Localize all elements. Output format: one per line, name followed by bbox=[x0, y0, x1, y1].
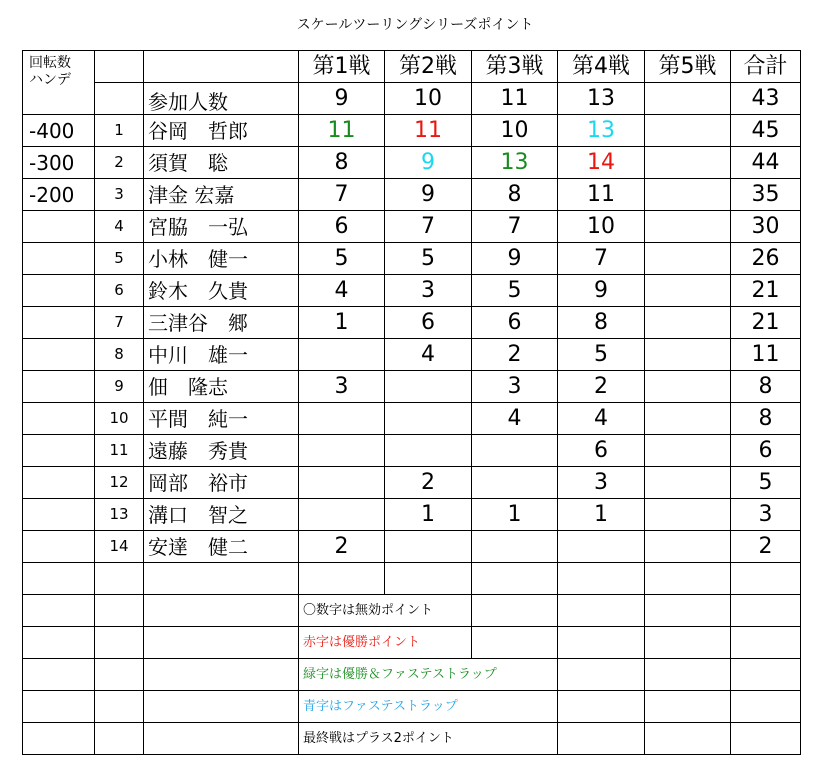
participants-count-5 bbox=[645, 83, 731, 115]
driver-name: 鈴木 久貴 bbox=[144, 275, 299, 307]
score-race-3: 3 bbox=[472, 371, 558, 403]
score-race-2: 5 bbox=[385, 243, 472, 275]
empty-cell bbox=[472, 627, 558, 659]
handicap-cell bbox=[23, 275, 95, 307]
total-cell: 2 bbox=[731, 531, 801, 563]
rank-cell: 4 bbox=[95, 211, 144, 243]
table-row bbox=[23, 467, 801, 499]
score-race-3: 4 bbox=[472, 403, 558, 435]
score-race-4: 5 bbox=[558, 339, 645, 371]
series-points-table bbox=[22, 50, 801, 755]
participants-count-4: 13 bbox=[558, 83, 645, 115]
participants-count-2: 10 bbox=[385, 83, 472, 115]
driver-name: 谷岡 哲郎 bbox=[144, 115, 299, 147]
empty-cell bbox=[558, 627, 645, 659]
handicap-cell bbox=[23, 499, 95, 531]
handicap-cell bbox=[23, 339, 95, 371]
total-cell: 11 bbox=[731, 339, 801, 371]
score-race-1: 5 bbox=[299, 243, 385, 275]
score-race-1 bbox=[299, 339, 385, 371]
legend-note: 緑字は優勝＆ファステストラップ bbox=[299, 659, 558, 691]
driver-name: 小林 健一 bbox=[144, 243, 299, 275]
legend-row bbox=[23, 627, 801, 659]
score-race-1 bbox=[299, 403, 385, 435]
handicap-cell bbox=[23, 595, 95, 627]
score-race-3: 9 bbox=[472, 243, 558, 275]
total-cell: 21 bbox=[731, 307, 801, 339]
score-race-5 bbox=[645, 243, 731, 275]
score-race-4 bbox=[558, 531, 645, 563]
score-race-1: 6 bbox=[299, 211, 385, 243]
driver-name: 佃 隆志 bbox=[144, 371, 299, 403]
rank-cell bbox=[95, 563, 144, 595]
total-header: 合計 bbox=[731, 51, 801, 83]
score-race-2: 9 bbox=[385, 147, 472, 179]
total-cell: 6 bbox=[731, 435, 801, 467]
legend-note: 青字はファステストラップ bbox=[299, 691, 558, 723]
rank-header bbox=[95, 51, 144, 83]
score-race-3: 6 bbox=[472, 307, 558, 339]
rank-cell: 6 bbox=[95, 275, 144, 307]
empty-cell bbox=[645, 627, 731, 659]
rank-cell bbox=[95, 83, 144, 115]
table-row bbox=[23, 211, 801, 243]
handicap-cell bbox=[23, 307, 95, 339]
score-race-2: 1 bbox=[385, 499, 472, 531]
legend-row bbox=[23, 691, 801, 723]
name-cell bbox=[144, 691, 299, 723]
rank-cell: 1 bbox=[95, 115, 144, 147]
score-race-1 bbox=[299, 563, 385, 595]
score-race-5 bbox=[645, 531, 731, 563]
table-row bbox=[23, 147, 801, 179]
score-race-1: 4 bbox=[299, 275, 385, 307]
score-race-3: 1 bbox=[472, 499, 558, 531]
empty-cell bbox=[558, 659, 645, 691]
score-race-4: 2 bbox=[558, 371, 645, 403]
legend-note: 最終戦はプラス2ポイント bbox=[299, 723, 558, 755]
handicap-cell bbox=[23, 435, 95, 467]
handicap-cell bbox=[23, 627, 95, 659]
score-race-2: 6 bbox=[385, 307, 472, 339]
score-race-1: 7 bbox=[299, 179, 385, 211]
driver-name: 安達 健二 bbox=[144, 531, 299, 563]
race-header-3: 第3戦 bbox=[472, 51, 558, 83]
table-row bbox=[23, 307, 801, 339]
score-race-1: 1 bbox=[299, 307, 385, 339]
handicap-cell: -400 bbox=[23, 115, 95, 147]
score-race-4: 1 bbox=[558, 499, 645, 531]
handicap-cell: -300 bbox=[23, 147, 95, 179]
handicap-label-line2: ハンデ bbox=[29, 71, 71, 88]
handicap-cell bbox=[23, 371, 95, 403]
score-race-4: 14 bbox=[558, 147, 645, 179]
score-race-5 bbox=[645, 435, 731, 467]
total-cell bbox=[731, 723, 801, 755]
spacer-row bbox=[23, 563, 801, 595]
score-race-5 bbox=[645, 467, 731, 499]
score-race-3: 2 bbox=[472, 339, 558, 371]
handicap-cell bbox=[23, 691, 95, 723]
legend-note: 〇数字は無効ポイント bbox=[299, 595, 472, 627]
legend-note: 赤字は優勝ポイント bbox=[299, 627, 472, 659]
total-cell bbox=[731, 563, 801, 595]
handicap-cell bbox=[23, 659, 95, 691]
score-race-4: 3 bbox=[558, 467, 645, 499]
handicap-header bbox=[23, 51, 95, 115]
score-race-1 bbox=[299, 435, 385, 467]
score-race-1: 2 bbox=[299, 531, 385, 563]
score-race-3: 8 bbox=[472, 179, 558, 211]
score-race-2 bbox=[385, 563, 472, 595]
score-race-2 bbox=[385, 531, 472, 563]
table-row bbox=[23, 371, 801, 403]
handicap-cell bbox=[23, 211, 95, 243]
driver-name: 平間 純一 bbox=[144, 403, 299, 435]
total-cell bbox=[731, 691, 801, 723]
empty-cell bbox=[645, 595, 731, 627]
driver-name: 中川 雄一 bbox=[144, 339, 299, 371]
total-cell: 35 bbox=[731, 179, 801, 211]
score-race-5 bbox=[645, 403, 731, 435]
rank-cell bbox=[95, 723, 144, 755]
score-race-1: 11 bbox=[299, 115, 385, 147]
score-race-2 bbox=[385, 371, 472, 403]
driver-name: 三津谷 郷 bbox=[144, 307, 299, 339]
score-race-1: 3 bbox=[299, 371, 385, 403]
score-race-4: 10 bbox=[558, 211, 645, 243]
table-row bbox=[23, 403, 801, 435]
total-cell: 8 bbox=[731, 371, 801, 403]
score-race-4: 4 bbox=[558, 403, 645, 435]
legend-row bbox=[23, 659, 801, 691]
rank-cell: 14 bbox=[95, 531, 144, 563]
table-row bbox=[23, 435, 801, 467]
score-race-1 bbox=[299, 467, 385, 499]
participants-count-1: 9 bbox=[299, 83, 385, 115]
handicap-cell bbox=[23, 467, 95, 499]
score-race-2: 2 bbox=[385, 467, 472, 499]
total-cell: 44 bbox=[731, 147, 801, 179]
table-row bbox=[23, 243, 801, 275]
rank-cell: 3 bbox=[95, 179, 144, 211]
rank-cell bbox=[95, 691, 144, 723]
table-row bbox=[23, 339, 801, 371]
score-race-5 bbox=[645, 371, 731, 403]
score-race-4: 7 bbox=[558, 243, 645, 275]
table-row bbox=[23, 115, 801, 147]
score-race-5 bbox=[645, 147, 731, 179]
name-cell bbox=[144, 723, 299, 755]
score-race-5 bbox=[645, 499, 731, 531]
score-race-3 bbox=[472, 563, 558, 595]
handicap-cell bbox=[23, 531, 95, 563]
handicap-cell bbox=[23, 723, 95, 755]
participants-row bbox=[23, 83, 801, 115]
total-cell bbox=[731, 627, 801, 659]
race-header-2: 第2戦 bbox=[385, 51, 472, 83]
rank-cell bbox=[95, 659, 144, 691]
total-cell: 21 bbox=[731, 275, 801, 307]
driver-name: 遠藤 秀貴 bbox=[144, 435, 299, 467]
empty-cell bbox=[558, 595, 645, 627]
handicap-cell: -200 bbox=[23, 179, 95, 211]
race-header-4: 第4戦 bbox=[558, 51, 645, 83]
rank-cell: 12 bbox=[95, 467, 144, 499]
name-cell bbox=[144, 627, 299, 659]
score-race-3 bbox=[472, 531, 558, 563]
score-race-3: 10 bbox=[472, 115, 558, 147]
driver-name: 岡部 裕市 bbox=[144, 467, 299, 499]
driver-name: 溝口 智之 bbox=[144, 499, 299, 531]
score-race-4: 6 bbox=[558, 435, 645, 467]
score-race-1: 8 bbox=[299, 147, 385, 179]
name-cell bbox=[144, 563, 299, 595]
rank-cell: 2 bbox=[95, 147, 144, 179]
score-race-2: 4 bbox=[385, 339, 472, 371]
name-cell bbox=[144, 659, 299, 691]
rank-cell: 7 bbox=[95, 307, 144, 339]
empty-cell bbox=[472, 595, 558, 627]
total-cell: 8 bbox=[731, 403, 801, 435]
score-race-3: 13 bbox=[472, 147, 558, 179]
score-race-2: 9 bbox=[385, 179, 472, 211]
name-cell bbox=[144, 595, 299, 627]
score-race-3: 7 bbox=[472, 211, 558, 243]
score-race-1 bbox=[299, 499, 385, 531]
name-header bbox=[144, 51, 299, 83]
handicap-label-line1: 回転数 bbox=[29, 55, 71, 71]
score-race-5 bbox=[645, 563, 731, 595]
score-race-4: 8 bbox=[558, 307, 645, 339]
score-race-4: 13 bbox=[558, 115, 645, 147]
empty-cell bbox=[558, 691, 645, 723]
score-race-3 bbox=[472, 435, 558, 467]
rank-cell bbox=[95, 595, 144, 627]
handicap-cell bbox=[23, 243, 95, 275]
total-cell: 30 bbox=[731, 211, 801, 243]
score-race-5 bbox=[645, 339, 731, 371]
total-cell bbox=[731, 659, 801, 691]
legend-row bbox=[23, 723, 801, 755]
rank-cell: 10 bbox=[95, 403, 144, 435]
total-cell: 3 bbox=[731, 499, 801, 531]
score-race-4: 9 bbox=[558, 275, 645, 307]
rank-cell: 9 bbox=[95, 371, 144, 403]
table-row bbox=[23, 179, 801, 211]
score-race-2: 3 bbox=[385, 275, 472, 307]
score-race-5 bbox=[645, 211, 731, 243]
page-title: スケールツーリングシリーズポイント bbox=[296, 17, 534, 33]
legend-row bbox=[23, 595, 801, 627]
total-cell bbox=[731, 595, 801, 627]
participants-label: 参加人数 bbox=[144, 83, 299, 115]
score-race-2 bbox=[385, 435, 472, 467]
empty-cell bbox=[558, 723, 645, 755]
score-race-3: 5 bbox=[472, 275, 558, 307]
participants-count-3: 11 bbox=[472, 83, 558, 115]
total-cell: 5 bbox=[731, 467, 801, 499]
score-race-2: 7 bbox=[385, 211, 472, 243]
score-race-5 bbox=[645, 115, 731, 147]
driver-name: 宮脇 一弘 bbox=[144, 211, 299, 243]
table-row bbox=[23, 531, 801, 563]
table-row bbox=[23, 275, 801, 307]
handicap-cell bbox=[23, 563, 95, 595]
race-header-1: 第1戦 bbox=[299, 51, 385, 83]
empty-cell bbox=[645, 659, 731, 691]
driver-name: 須賀 聡 bbox=[144, 147, 299, 179]
total-cell: 45 bbox=[731, 115, 801, 147]
total-cell: 26 bbox=[731, 243, 801, 275]
empty-cell bbox=[645, 723, 731, 755]
rank-cell bbox=[95, 627, 144, 659]
rank-cell: 11 bbox=[95, 435, 144, 467]
score-race-4: 11 bbox=[558, 179, 645, 211]
score-race-5 bbox=[645, 179, 731, 211]
rank-cell: 5 bbox=[95, 243, 144, 275]
score-race-2: 11 bbox=[385, 115, 472, 147]
rank-cell: 8 bbox=[95, 339, 144, 371]
rank-cell: 13 bbox=[95, 499, 144, 531]
score-race-5 bbox=[645, 275, 731, 307]
race-header-5: 第5戦 bbox=[645, 51, 731, 83]
driver-name: 津金 宏嘉 bbox=[144, 179, 299, 211]
header-row bbox=[23, 51, 801, 83]
score-race-2 bbox=[385, 403, 472, 435]
empty-cell bbox=[645, 691, 731, 723]
score-race-3 bbox=[472, 467, 558, 499]
handicap-cell bbox=[23, 403, 95, 435]
table-row bbox=[23, 499, 801, 531]
score-race-5 bbox=[645, 307, 731, 339]
participants-total: 43 bbox=[731, 83, 801, 115]
score-race-4 bbox=[558, 563, 645, 595]
